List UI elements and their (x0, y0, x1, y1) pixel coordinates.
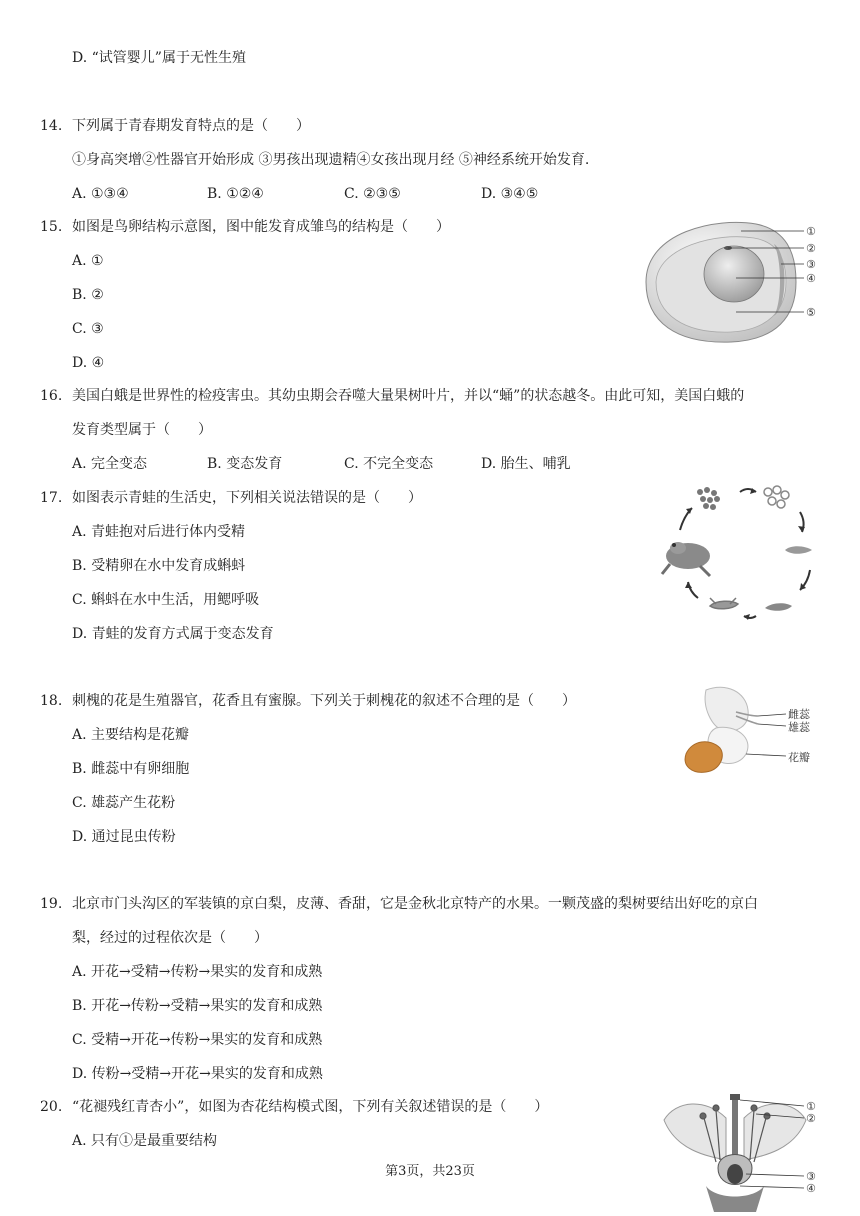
bird-egg-diagram (636, 212, 826, 348)
question-number: 14. (40, 118, 63, 134)
option-d: D. 胎生、哺乳 (481, 456, 571, 472)
flower-label-pistil: 雌蕊 (788, 708, 810, 721)
option-b: B. 开花→传粉→受精→果实的发育和成熟 (72, 998, 323, 1014)
question-number: 19. (40, 896, 63, 912)
option-b: B. ② (72, 287, 104, 303)
egg-label-4: ④ (806, 272, 816, 285)
question-stem: 下列属于青春期发育特点的是（ ） (72, 118, 310, 134)
option-d: D. 传粉→受精→开花→果实的发育和成熟 (72, 1066, 323, 1082)
option-b: B. 受精卵在水中发育成蝌蚪 (72, 558, 246, 574)
question-subtext: ①身高突增②性器官开始形成 ③男孩出现遗精④女孩出现月经 ⑤神经系统开始发育. (72, 152, 590, 168)
flower-label-stamen: 雄蕊 (788, 721, 810, 734)
q13-option-d: D. “试管婴儿”属于无性生殖 (72, 50, 246, 66)
question-number: 15. (40, 219, 63, 235)
apricot-flower-diagram (656, 1090, 826, 1212)
option-c: C. ③ (72, 321, 104, 337)
question-number: 16. (40, 388, 63, 404)
option-d: D. ④ (72, 355, 105, 371)
frog-life-cycle-diagram (660, 478, 830, 628)
option-c: C. 受精→开花→传粉→果实的发育和成熟 (72, 1032, 323, 1048)
option-a: A. ① (72, 253, 104, 269)
question-stem-line2: 发育类型属于（ ） (72, 422, 212, 438)
question-number: 18. (40, 693, 63, 709)
frog-icon (662, 542, 710, 576)
option-a: A. 主要结构是花瓣 (72, 727, 190, 743)
apricot-label-4: ④ (806, 1182, 816, 1195)
flower-label-petal: 花瓣 (788, 751, 810, 764)
option-b: B. 变态发育 (207, 456, 283, 472)
apricot-label-3: ③ (806, 1170, 816, 1183)
question-stem: 如图表示青蛙的生活史，下列相关说法错误的是（ ） (72, 490, 422, 506)
question-number: 20. (40, 1099, 63, 1115)
developing-eggs-icon (764, 486, 789, 508)
option-d: D. 通过昆虫传粉 (72, 829, 176, 845)
egg-label-1: ① (806, 225, 816, 238)
option-a: A. 只有①是最重要结构 (72, 1133, 218, 1149)
egg-label-5: ⑤ (806, 306, 816, 319)
egg-label-3: ③ (806, 258, 816, 271)
option-a: A. 开花→受精→传粉→果实的发育和成熟 (72, 964, 323, 980)
question-stem: 刺槐的花是生殖器官，花香且有蜜腺。下列关于刺槐花的叙述不合理的是（ ） (72, 693, 576, 709)
option-d: D. ③④⑤ (481, 186, 539, 202)
option-a: A. 完全变态 (72, 456, 148, 472)
option-c: C. 不完全变态 (344, 456, 434, 472)
question-stem: “花褪残红青杏小”，如图为杏花结构模式图，下列有关叙述错误的是（ ） (72, 1099, 549, 1115)
question-number: 17. (40, 490, 63, 506)
locust-flower-diagram (676, 682, 826, 778)
apricot-label-2: ② (806, 1112, 816, 1125)
option-c: C. ②③⑤ (344, 186, 401, 202)
question-stem-line1: 北京市门头沟区的军装镇的京白梨，皮薄、香甜，它是金秋北京特产的水果。一颗茂盛的梨树要结出好吃的京白 (72, 896, 758, 912)
tadpole-icon (785, 546, 812, 554)
egg-label-2: ② (806, 242, 816, 255)
option-d: D. 青蛙的发育方式属于变态发育 (72, 626, 274, 642)
froglet-icon (710, 598, 738, 609)
option-a: A. ①③④ (72, 186, 129, 202)
tadpole-legs-icon (765, 603, 792, 611)
frog-eggs-icon (697, 487, 720, 510)
question-stem-line2: 梨，经过的过程依次是（ ） (72, 930, 268, 946)
question-stem: 如图是鸟卵结构示意图，图中能发育成雏鸟的结构是（ ） (72, 219, 450, 235)
apricot-label-1: ① (806, 1100, 816, 1113)
option-c: C. 蝌蚪在水中生活，用鳃呼吸 (72, 592, 260, 608)
option-a: A. 青蛙抱对后进行体内受精 (72, 524, 246, 540)
page-footer: 第3页，共23页 (385, 1164, 475, 1179)
question-stem-line1: 美国白蛾是世界性的检疫害虫。其幼虫期会吞噬大量果树叶片，并以“蛹”的状态越冬。由此可知，美国白蛾的 (72, 388, 745, 404)
option-c: C. 雄蕊产生花粉 (72, 795, 176, 811)
option-b: B. ①②④ (207, 186, 264, 202)
option-b: B. 雌蕊中有卵细胞 (72, 761, 190, 777)
